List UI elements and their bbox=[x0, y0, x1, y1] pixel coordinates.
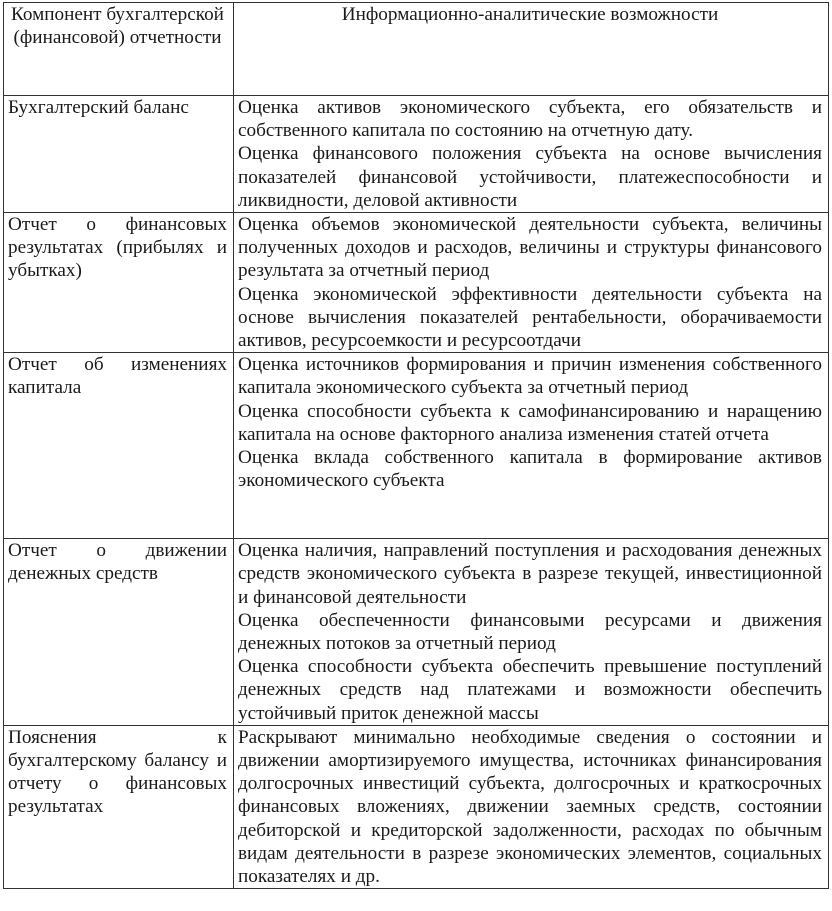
capability-text: Оценка источников формирования и причин изменения собственного капитала экономического субъекта за отчетный период bbox=[238, 354, 822, 399]
table-row bbox=[4, 725, 829, 888]
capability-text: Оценка способности субъекта обеспечить превышение поступлений денежных средств над платежами и возможности обеспечить устойчивый приток денежной массы bbox=[238, 656, 822, 724]
row-capabilities bbox=[234, 353, 829, 539]
row-capabilities bbox=[234, 725, 829, 888]
capability-text: Оценка финансового положения субъекта на основе вычисления показателей финансовой устойчивости, платежеспособности и ликвидности, деловой активности bbox=[238, 143, 822, 211]
reporting-components-table bbox=[3, 2, 829, 889]
row-component: Бухгалтерский баланс bbox=[4, 96, 234, 213]
capability-text: Оценка экономической эффективности деятельности субъекта на основе вычисления показателей рентабельности, оборачиваемости активов, ресурсоемкости и ресурсоотдачи bbox=[238, 283, 822, 352]
capability-text: Раскрывают минимально необходимые сведения о состоянии и движении амортизируемого имущества, источниках финансирования долгосрочных инвестиций субъекта, долгосрочных и краткосрочных финансовых вложениях, движении заемных средств, состоянии дебиторской и кредиторской задолженности, расходах по обычным видам деятельности в разрезе экономических элементов, социальных показателях и др. bbox=[238, 726, 822, 888]
table-row bbox=[4, 213, 829, 353]
capability-text: Оценка наличия, направлений поступления и расходования денежных средств экономического субъекта в разрезе текущей, инвестиционной и финансовой деятельности bbox=[238, 540, 822, 608]
capability-text: Оценка вклада собственного капитала в формирование активов экономического субъекта bbox=[238, 447, 822, 492]
row-component: Отчет об изменениях капитала bbox=[4, 353, 234, 539]
capability-text: Оценка активов экономического субъекта, его обязательств и собственного капитала по состоянию на отчетную дату. bbox=[238, 97, 822, 142]
table-header-row bbox=[4, 3, 829, 96]
header-component: Компонент бухгалтерской (финансовой) отчетности bbox=[4, 3, 234, 96]
row-component: Пояснения к бухгалтерскому балансу и отчету о финансовых результатах bbox=[4, 725, 234, 888]
capability-text: Оценка обеспеченности финансовыми ресурсами и движения денежных потоков за отчетный период bbox=[238, 609, 822, 655]
row-component: Отчет о финансовых результатах (прибылях и убытках) bbox=[4, 213, 234, 353]
row-capabilities bbox=[234, 96, 829, 213]
row-capabilities bbox=[234, 539, 829, 726]
row-capabilities bbox=[234, 213, 829, 353]
row-component: Отчет о движении денежных средств bbox=[4, 539, 234, 726]
header-capabilities: Информационно-аналитические возможности bbox=[234, 3, 829, 96]
table-row bbox=[4, 96, 829, 213]
capability-text: Оценка способности субъекта к самофинансированию и наращению капитала на основе факторного анализа изменения статей отчета bbox=[238, 400, 822, 445]
table-row bbox=[4, 353, 829, 539]
capability-text: Оценка объемов экономической деятельности субъекта, величины полученных доходов и расходов, величины и структуры финансового результата за отчетный период bbox=[238, 214, 822, 282]
table-row bbox=[4, 539, 829, 726]
